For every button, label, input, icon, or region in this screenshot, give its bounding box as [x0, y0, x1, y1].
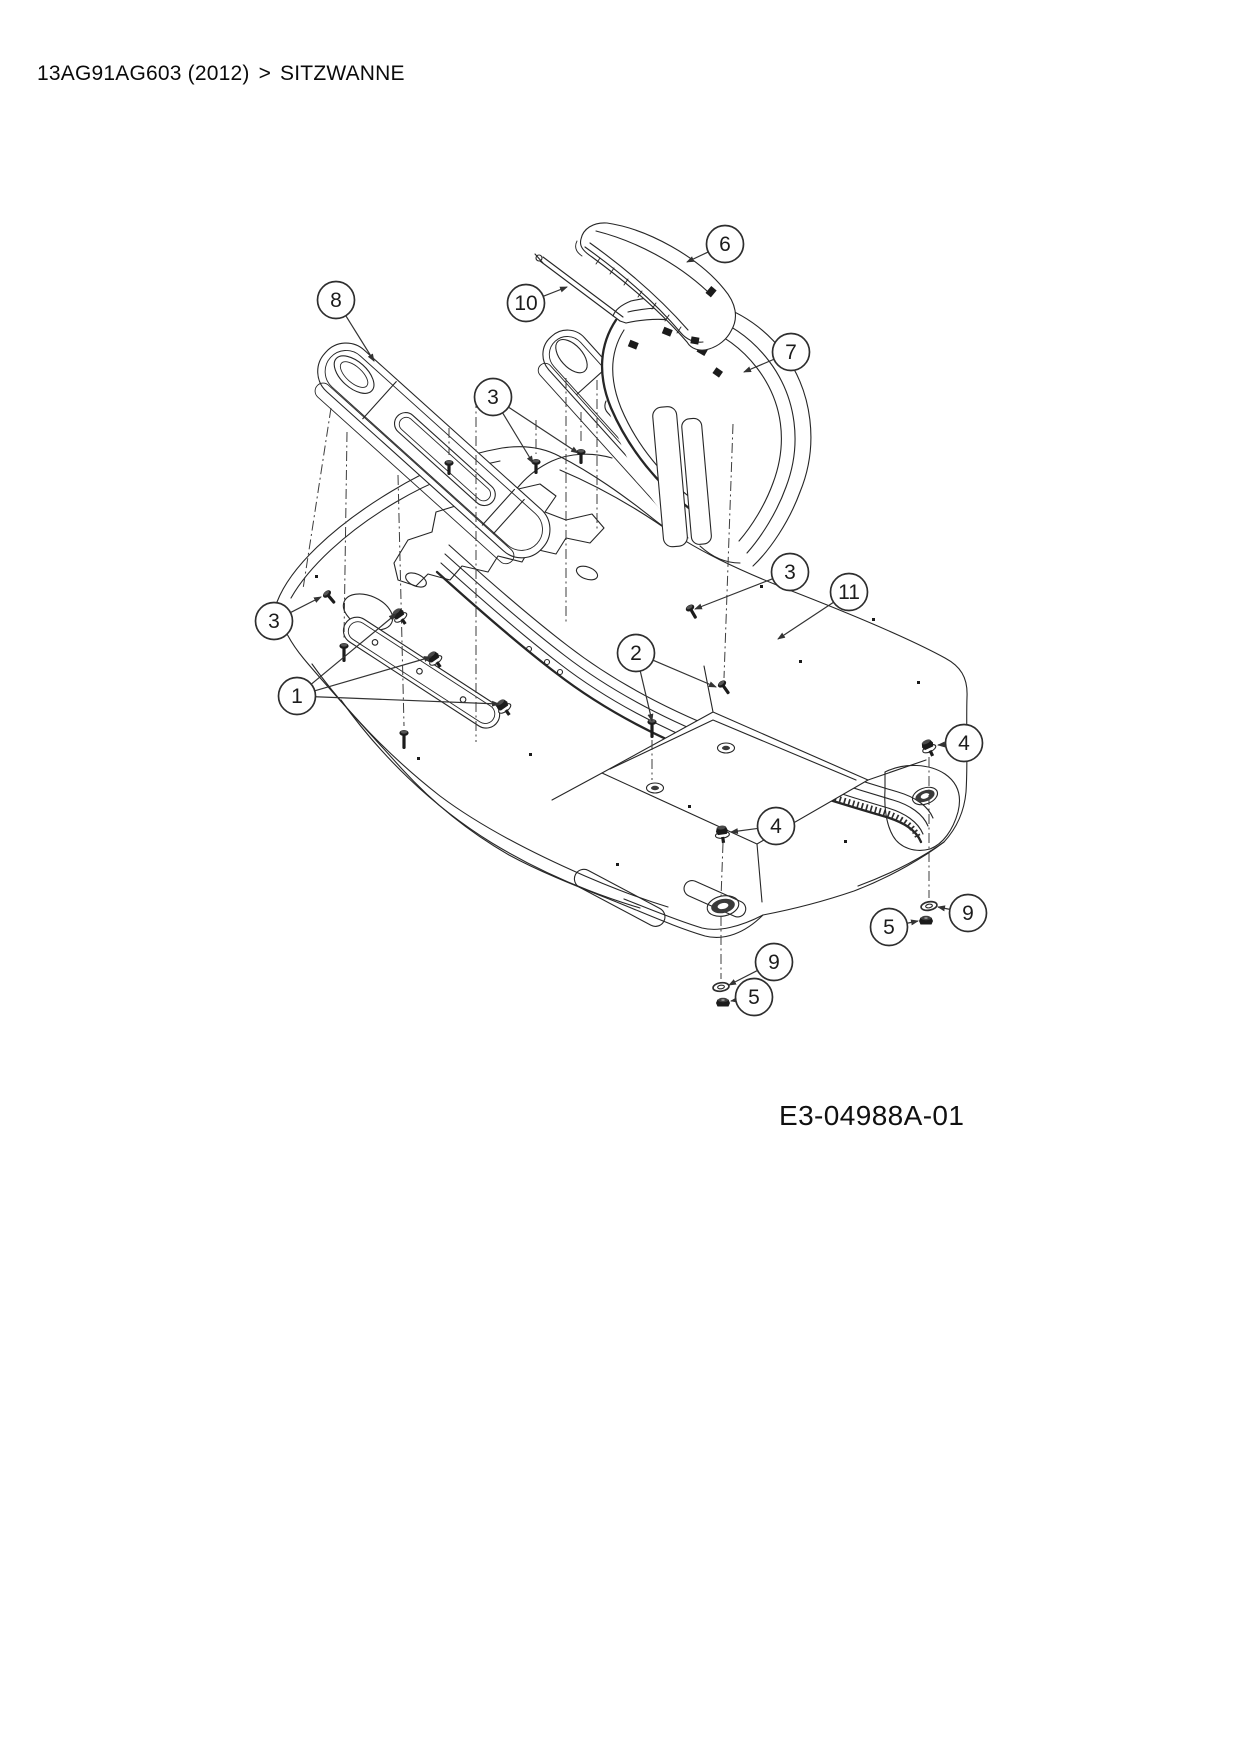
callout-number: 2 [630, 642, 642, 666]
callout-number: 8 [330, 289, 342, 313]
callout-5[interactable] [731, 979, 773, 1016]
callout-number: 3 [268, 610, 280, 634]
callout-number: 7 [785, 341, 797, 365]
leader-line [938, 744, 946, 745]
callout-number: 9 [962, 902, 974, 926]
callout-number: 11 [838, 581, 860, 605]
callout-number: 1 [291, 685, 303, 709]
leader-line [938, 907, 950, 909]
leader-line [687, 252, 708, 262]
nut-icon [716, 998, 730, 1007]
breadcrumb-section: SITZWANNE [280, 62, 405, 85]
leader-line [907, 921, 918, 923]
nut-icon [919, 916, 933, 925]
callout-number: 5 [883, 916, 895, 940]
callout-number: 3 [487, 386, 499, 410]
drawing-number: E3-04988A-01 [779, 1100, 965, 1131]
callout-number: 6 [719, 233, 731, 257]
washer-icon [712, 982, 729, 993]
callout-9[interactable] [729, 944, 793, 986]
callout-number: 4 [770, 815, 782, 839]
callout-number: 5 [748, 986, 760, 1010]
callout-number: 4 [958, 732, 970, 756]
leader-line [543, 287, 567, 296]
callout-number: 9 [768, 951, 780, 975]
breadcrumb-separator: > [258, 62, 272, 85]
callout-5[interactable] [871, 909, 919, 946]
seat-pan [277, 447, 967, 938]
callout-number: 10 [514, 292, 538, 316]
washer-icon [920, 900, 937, 911]
callout-9[interactable] [938, 895, 987, 932]
breadcrumb-model[interactable]: 13AG91AG603 (2012) [37, 62, 250, 85]
callout-number: 3 [784, 561, 796, 585]
callout-6[interactable] [687, 226, 744, 263]
screw-icon [576, 449, 585, 464]
callout-10[interactable] [508, 285, 568, 322]
leader-line [508, 407, 578, 453]
